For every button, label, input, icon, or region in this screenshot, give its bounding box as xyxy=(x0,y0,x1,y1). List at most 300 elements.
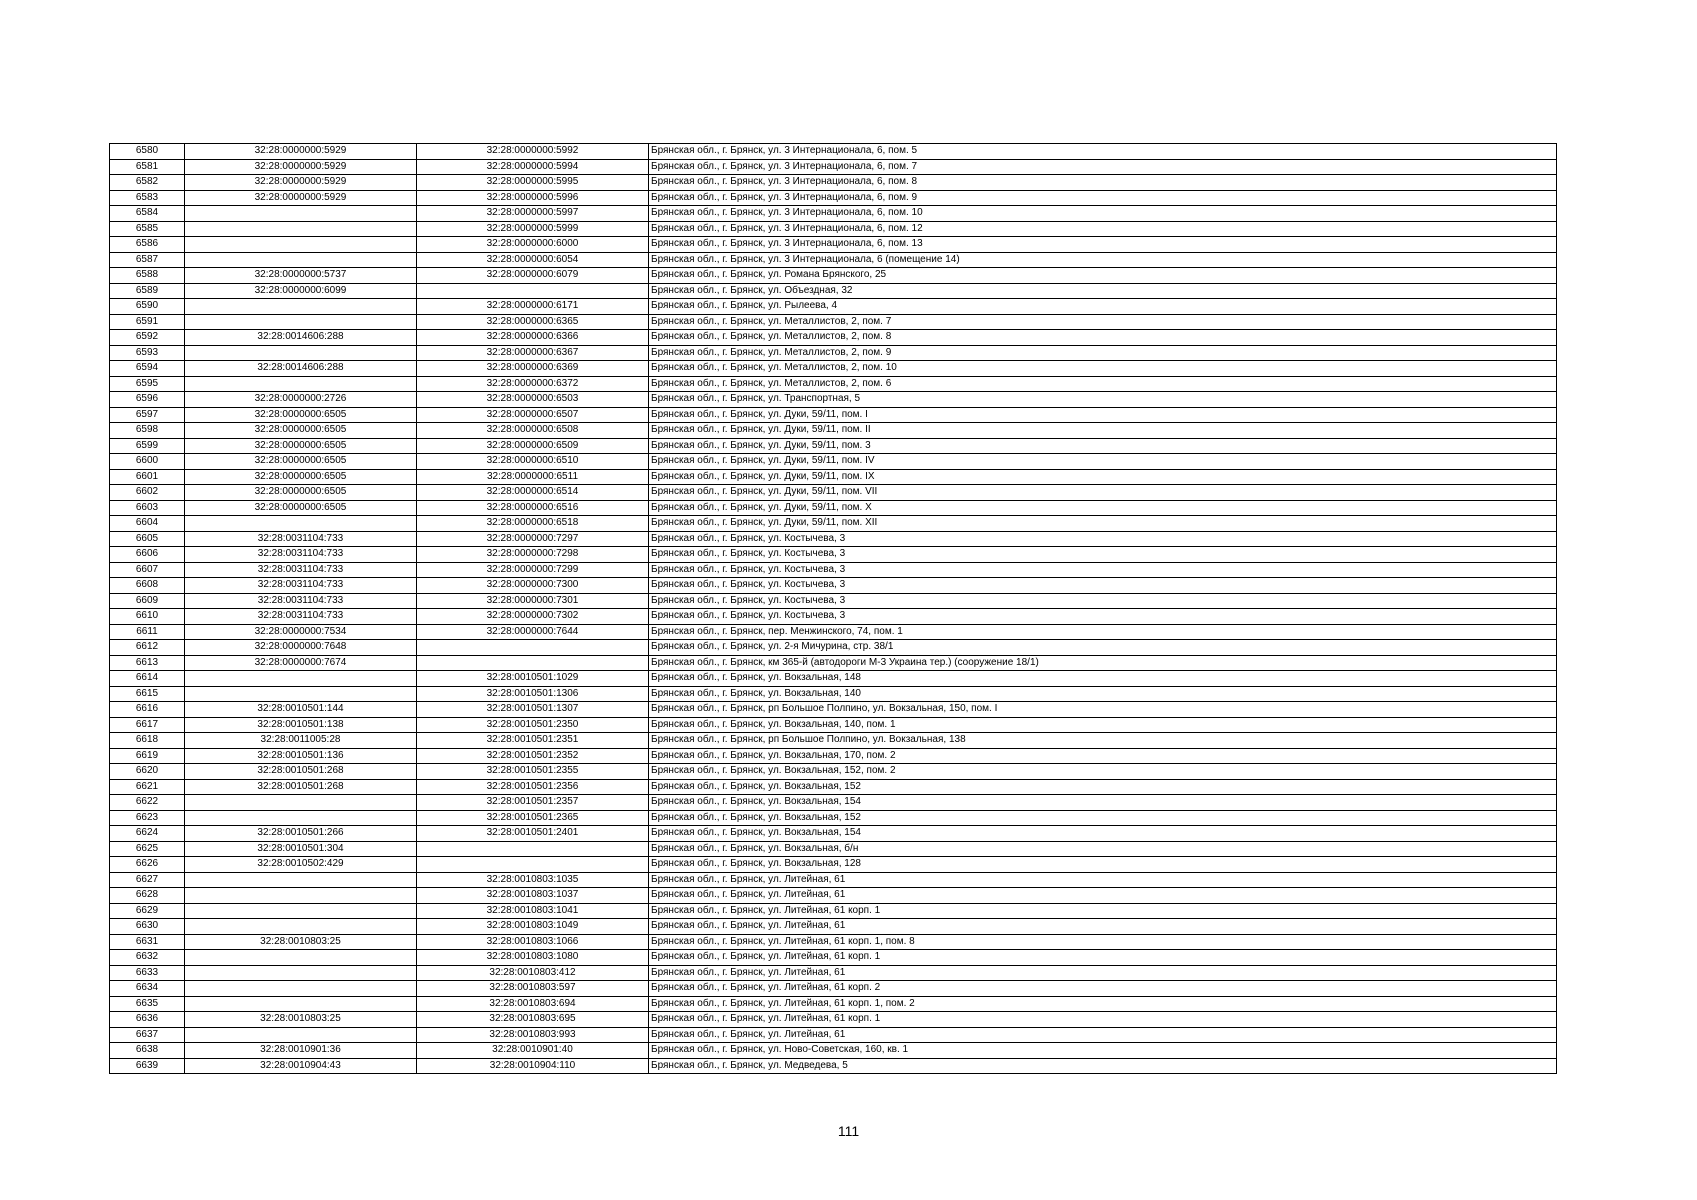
cadastral-number-cell: 32:28:0000000:6508 xyxy=(417,423,649,439)
cadastral-number-cell: 32:28:0010803:695 xyxy=(417,1012,649,1028)
parent-cadastral-number-cell xyxy=(185,1027,417,1043)
row-number-cell: 6581 xyxy=(110,159,185,175)
parent-cadastral-number-cell xyxy=(185,516,417,532)
cadastral-number-cell: 32:28:0010501:2401 xyxy=(417,826,649,842)
row-number-cell: 6602 xyxy=(110,485,185,501)
parent-cadastral-number-cell xyxy=(185,299,417,315)
parent-cadastral-number-cell: 32:28:0000000:2726 xyxy=(185,392,417,408)
cadastral-number-cell: 32:28:0010803:694 xyxy=(417,996,649,1012)
table-row xyxy=(110,221,1557,237)
cadastral-number-cell: 32:28:0000000:6366 xyxy=(417,330,649,346)
table-row xyxy=(110,965,1557,981)
row-number-cell: 6594 xyxy=(110,361,185,377)
address-cell: Брянская обл., г. Брянск, ул. Вокзальная, б/н xyxy=(649,841,1557,857)
table-row xyxy=(110,981,1557,997)
address-cell: Брянская обл., г. Брянск, ул. Транспортная, 5 xyxy=(649,392,1557,408)
address-cell: Брянская обл., г. Брянск, ул. Костычева, 3 xyxy=(649,593,1557,609)
cadastral-number-cell: 32:28:0010501:2356 xyxy=(417,779,649,795)
parent-cadastral-number-cell: 32:28:0000000:6505 xyxy=(185,500,417,516)
parent-cadastral-number-cell: 32:28:0010904:43 xyxy=(185,1058,417,1074)
cadastral-number-cell: 32:28:0000000:6503 xyxy=(417,392,649,408)
row-number-cell: 6605 xyxy=(110,531,185,547)
row-number-cell: 6585 xyxy=(110,221,185,237)
table-row xyxy=(110,1027,1557,1043)
parent-cadastral-number-cell xyxy=(185,795,417,811)
table-row xyxy=(110,671,1557,687)
address-cell: Брянская обл., г. Брянск, ул. Металлистов, 2, пом. 6 xyxy=(649,376,1557,392)
row-number-cell: 6635 xyxy=(110,996,185,1012)
row-number-cell: 6590 xyxy=(110,299,185,315)
address-cell: Брянская обл., г. Брянск, ул. Костычева, 3 xyxy=(649,547,1557,563)
parent-cadastral-number-cell xyxy=(185,221,417,237)
table-row xyxy=(110,283,1557,299)
parent-cadastral-number-cell: 32:28:0010501:144 xyxy=(185,702,417,718)
table-row xyxy=(110,624,1557,640)
row-number-cell: 6592 xyxy=(110,330,185,346)
cadastral-number-cell: 32:28:0000000:5995 xyxy=(417,175,649,191)
row-number-cell: 6607 xyxy=(110,562,185,578)
parent-cadastral-number-cell: 32:28:0011005:28 xyxy=(185,733,417,749)
address-cell: Брянская обл., г. Брянск, ул. Литейная, 61 xyxy=(649,919,1557,935)
cadastral-number-cell: 32:28:0000000:7302 xyxy=(417,609,649,625)
address-cell: Брянская обл., г. Брянск, ул. 2-я Мичурина, стр. 38/1 xyxy=(649,640,1557,656)
row-number-cell: 6591 xyxy=(110,314,185,330)
address-cell: Брянская обл., г. Брянск, ул. Вокзальная, 140 xyxy=(649,686,1557,702)
cadastral-number-cell: 32:28:0010803:1066 xyxy=(417,934,649,950)
address-cell: Брянская обл., г. Брянск, ул. 3 Интернационала, 6, пом. 13 xyxy=(649,237,1557,253)
table-row xyxy=(110,469,1557,485)
row-number-cell: 6637 xyxy=(110,1027,185,1043)
cadastral-number-cell: 32:28:0010501:2357 xyxy=(417,795,649,811)
row-number-cell: 6601 xyxy=(110,469,185,485)
cadastral-number-cell: 32:28:0010803:1041 xyxy=(417,903,649,919)
cadastral-number-cell: 32:28:0000000:6365 xyxy=(417,314,649,330)
row-number-cell: 6619 xyxy=(110,748,185,764)
address-cell: Брянская обл., г. Брянск, ул. Костычева, 3 xyxy=(649,578,1557,594)
address-cell: Брянская обл., г. Брянск, ул. Костычева, 3 xyxy=(649,562,1557,578)
cadastral-number-cell: 32:28:0000000:6507 xyxy=(417,407,649,423)
row-number-cell: 6606 xyxy=(110,547,185,563)
parent-cadastral-number-cell xyxy=(185,996,417,1012)
row-number-cell: 6617 xyxy=(110,717,185,733)
cadastral-number-cell: 32:28:0000000:6079 xyxy=(417,268,649,284)
parent-cadastral-number-cell: 32:28:0000000:6505 xyxy=(185,438,417,454)
row-number-cell: 6628 xyxy=(110,888,185,904)
parent-cadastral-number-cell: 32:28:0000000:7534 xyxy=(185,624,417,640)
table-row xyxy=(110,500,1557,516)
parent-cadastral-number-cell: 32:28:0000000:6505 xyxy=(185,469,417,485)
row-number-cell: 6611 xyxy=(110,624,185,640)
address-cell: Брянская обл., г. Брянск, ул. 3 Интернационала, 6, пом. 9 xyxy=(649,190,1557,206)
row-number-cell: 6600 xyxy=(110,454,185,470)
cadastral-number-cell: 32:28:0000000:5996 xyxy=(417,190,649,206)
row-number-cell: 6616 xyxy=(110,702,185,718)
row-number-cell: 6593 xyxy=(110,345,185,361)
table-row xyxy=(110,345,1557,361)
address-cell: Брянская обл., г. Брянск, ул. Вокзальная, 152 xyxy=(649,810,1557,826)
property-table-body xyxy=(110,144,1557,1074)
address-cell: Брянская обл., г. Брянск, ул. Костычева, 3 xyxy=(649,531,1557,547)
row-number-cell: 6624 xyxy=(110,826,185,842)
table-row xyxy=(110,547,1557,563)
parent-cadastral-number-cell: 32:28:0014606:288 xyxy=(185,361,417,377)
parent-cadastral-number-cell xyxy=(185,314,417,330)
parent-cadastral-number-cell: 32:28:0010502:429 xyxy=(185,857,417,873)
parent-cadastral-number-cell: 32:28:0000000:6505 xyxy=(185,423,417,439)
table-row xyxy=(110,376,1557,392)
address-cell: Брянская обл., г. Брянск, ул. Дуки, 59/11, пом. IV xyxy=(649,454,1557,470)
parent-cadastral-number-cell: 32:28:0014606:288 xyxy=(185,330,417,346)
parent-cadastral-number-cell: 32:28:0000000:5929 xyxy=(185,144,417,160)
table-row xyxy=(110,857,1557,873)
cadastral-number-cell: 32:28:0000000:5992 xyxy=(417,144,649,160)
table-row xyxy=(110,190,1557,206)
cadastral-number-cell: 32:28:0010803:1080 xyxy=(417,950,649,966)
table-row xyxy=(110,531,1557,547)
parent-cadastral-number-cell: 32:28:0031104:733 xyxy=(185,578,417,594)
parent-cadastral-number-cell xyxy=(185,950,417,966)
row-number-cell: 6582 xyxy=(110,175,185,191)
table-row xyxy=(110,330,1557,346)
cadastral-number-cell: 32:28:0000000:6516 xyxy=(417,500,649,516)
table-row xyxy=(110,252,1557,268)
table-row xyxy=(110,237,1557,253)
row-number-cell: 6625 xyxy=(110,841,185,857)
address-cell: Брянская обл., г. Брянск, ул. Вокзальная, 152, пом. 2 xyxy=(649,764,1557,780)
parent-cadastral-number-cell xyxy=(185,252,417,268)
parent-cadastral-number-cell: 32:28:0031104:733 xyxy=(185,609,417,625)
address-cell: Брянская обл., г. Брянск, ул. 3 Интернационала, 6, пом. 12 xyxy=(649,221,1557,237)
table-row xyxy=(110,454,1557,470)
parent-cadastral-number-cell: 32:28:0031104:733 xyxy=(185,531,417,547)
parent-cadastral-number-cell: 32:28:0010501:268 xyxy=(185,779,417,795)
table-row xyxy=(110,934,1557,950)
cadastral-number-cell: 32:28:0000000:6510 xyxy=(417,454,649,470)
row-number-cell: 6639 xyxy=(110,1058,185,1074)
address-cell: Брянская обл., г. Брянск, ул. Вокзальная, 128 xyxy=(649,857,1557,873)
cadastral-number-cell: 32:28:0010803:412 xyxy=(417,965,649,981)
address-cell: Брянская обл., г. Брянск, ул. Металлистов, 2, пом. 9 xyxy=(649,345,1557,361)
row-number-cell: 6583 xyxy=(110,190,185,206)
table-row xyxy=(110,810,1557,826)
cadastral-number-cell: 32:28:0000000:6000 xyxy=(417,237,649,253)
table-row xyxy=(110,996,1557,1012)
row-number-cell: 6608 xyxy=(110,578,185,594)
address-cell: Брянская обл., г. Брянск, ул. Литейная, 61 корп. 2 xyxy=(649,981,1557,997)
table-row xyxy=(110,438,1557,454)
table-row xyxy=(110,888,1557,904)
row-number-cell: 6615 xyxy=(110,686,185,702)
address-cell: Брянская обл., г. Брянск, ул. Литейная, 61 корп. 1, пом. 8 xyxy=(649,934,1557,950)
row-number-cell: 6618 xyxy=(110,733,185,749)
address-cell: Брянская обл., г. Брянск, ул. Вокзальная, 148 xyxy=(649,671,1557,687)
row-number-cell: 6621 xyxy=(110,779,185,795)
row-number-cell: 6630 xyxy=(110,919,185,935)
parent-cadastral-number-cell xyxy=(185,872,417,888)
row-number-cell: 6596 xyxy=(110,392,185,408)
cadastral-number-cell: 32:28:0000000:7298 xyxy=(417,547,649,563)
parent-cadastral-number-cell: 32:28:0010501:138 xyxy=(185,717,417,733)
table-row xyxy=(110,392,1557,408)
cadastral-number-cell: 32:28:0010501:2365 xyxy=(417,810,649,826)
address-cell: Брянская обл., г. Брянск, ул. Дуки, 59/11, пом. X xyxy=(649,500,1557,516)
address-cell: Брянская обл., г. Брянск, ул. Медведева, 5 xyxy=(649,1058,1557,1074)
parent-cadastral-number-cell: 32:28:0000000:5737 xyxy=(185,268,417,284)
address-cell: Брянская обл., г. Брянск, ул. Дуки, 59/11, пом. IX xyxy=(649,469,1557,485)
address-cell: Брянская обл., г. Брянск, ул. Вокзальная, 140, пом. 1 xyxy=(649,717,1557,733)
table-row xyxy=(110,516,1557,532)
table-row xyxy=(110,175,1557,191)
address-cell: Брянская обл., г. Брянск, ул. Металлистов, 2, пом. 8 xyxy=(649,330,1557,346)
address-cell: Брянская обл., г. Брянск, ул. Рылеева, 4 xyxy=(649,299,1557,315)
address-cell: Брянская обл., г. Брянск, ул. Дуки, 59/11, пом. 3 xyxy=(649,438,1557,454)
cadastral-number-cell: 32:28:0000000:7644 xyxy=(417,624,649,640)
row-number-cell: 6587 xyxy=(110,252,185,268)
row-number-cell: 6622 xyxy=(110,795,185,811)
row-number-cell: 6636 xyxy=(110,1012,185,1028)
address-cell: Брянская обл., г. Брянск, ул. Романа Брянского, 25 xyxy=(649,268,1557,284)
row-number-cell: 6595 xyxy=(110,376,185,392)
address-cell: Брянская обл., г. Брянск, ул. Костычева, 3 xyxy=(649,609,1557,625)
address-cell: Брянская обл., г. Брянск, ул. Объездная, 32 xyxy=(649,283,1557,299)
table-row xyxy=(110,268,1557,284)
cadastral-number-cell: 32:28:0010501:1307 xyxy=(417,702,649,718)
parent-cadastral-number-cell: 32:28:0010501:136 xyxy=(185,748,417,764)
address-cell: Брянская обл., г. Брянск, ул. Дуки, 59/11, пом. XII xyxy=(649,516,1557,532)
address-cell: Брянская обл., г. Брянск, ул. Металлистов, 2, пом. 10 xyxy=(649,361,1557,377)
table-row xyxy=(110,779,1557,795)
parent-cadastral-number-cell xyxy=(185,686,417,702)
address-cell: Брянская обл., г. Брянск, ул. Литейная, 61 xyxy=(649,872,1557,888)
parent-cadastral-number-cell: 32:28:0000000:7674 xyxy=(185,655,417,671)
parent-cadastral-number-cell: 32:28:0000000:5929 xyxy=(185,159,417,175)
cadastral-number-cell: 32:28:0010904:110 xyxy=(417,1058,649,1074)
cadastral-number-cell: 32:28:0000000:6514 xyxy=(417,485,649,501)
parent-cadastral-number-cell xyxy=(185,345,417,361)
cadastral-number-cell: 32:28:0010501:2355 xyxy=(417,764,649,780)
address-cell: Брянская обл., г. Брянск, ул. Дуки, 59/11, пом. II xyxy=(649,423,1557,439)
address-cell: Брянская обл., г. Брянск, ул. Литейная, 61 xyxy=(649,888,1557,904)
cadastral-number-cell: 32:28:0000000:6171 xyxy=(417,299,649,315)
row-number-cell: 6633 xyxy=(110,965,185,981)
address-cell: Брянская обл., г. Брянск, ул. 3 Интернационала, 6, пом. 8 xyxy=(649,175,1557,191)
cadastral-number-cell: 32:28:0000000:5997 xyxy=(417,206,649,222)
table-row xyxy=(110,485,1557,501)
address-cell: Брянская обл., г. Брянск, ул. 3 Интернационала, 6, пом. 7 xyxy=(649,159,1557,175)
cadastral-number-cell xyxy=(417,841,649,857)
page-number: 111 xyxy=(837,1123,860,1139)
row-number-cell: 6599 xyxy=(110,438,185,454)
table-row xyxy=(110,1012,1557,1028)
table-row xyxy=(110,206,1557,222)
cadastral-number-cell: 32:28:0000000:6372 xyxy=(417,376,649,392)
cadastral-number-cell: 32:28:0010803:1037 xyxy=(417,888,649,904)
row-number-cell: 6627 xyxy=(110,872,185,888)
cadastral-number-cell: 32:28:0000000:7300 xyxy=(417,578,649,594)
cadastral-number-cell: 32:28:0000000:6054 xyxy=(417,252,649,268)
parent-cadastral-number-cell: 32:28:0000000:5929 xyxy=(185,190,417,206)
table-row xyxy=(110,609,1557,625)
parent-cadastral-number-cell xyxy=(185,206,417,222)
table-row xyxy=(110,950,1557,966)
table-row xyxy=(110,903,1557,919)
parent-cadastral-number-cell xyxy=(185,903,417,919)
parent-cadastral-number-cell: 32:28:0010501:266 xyxy=(185,826,417,842)
parent-cadastral-number-cell: 32:28:0010501:268 xyxy=(185,764,417,780)
address-cell: Брянская обл., г. Брянск, ул. Литейная, 61 корп. 1, пом. 2 xyxy=(649,996,1557,1012)
table-row xyxy=(110,423,1557,439)
table-row xyxy=(110,361,1557,377)
address-cell: Брянская обл., г. Брянск, ул. Дуки, 59/11, пом. VII xyxy=(649,485,1557,501)
row-number-cell: 6584 xyxy=(110,206,185,222)
parent-cadastral-number-cell: 32:28:0000000:6505 xyxy=(185,454,417,470)
table-row xyxy=(110,314,1557,330)
cadastral-number-cell: 32:28:0010501:2350 xyxy=(417,717,649,733)
table-row xyxy=(110,733,1557,749)
table-row xyxy=(110,562,1557,578)
cadastral-number-cell xyxy=(417,283,649,299)
table-row xyxy=(110,159,1557,175)
parent-cadastral-number-cell xyxy=(185,888,417,904)
parent-cadastral-number-cell xyxy=(185,810,417,826)
address-cell: Брянская обл., г. Брянск, ул. Ново-Советская, 160, кв. 1 xyxy=(649,1043,1557,1059)
parent-cadastral-number-cell: 32:28:0031104:733 xyxy=(185,593,417,609)
cadastral-number-cell: 32:28:0000000:6367 xyxy=(417,345,649,361)
cadastral-number-cell: 32:28:0000000:5994 xyxy=(417,159,649,175)
table-row xyxy=(110,686,1557,702)
cadastral-number-cell: 32:28:0000000:7297 xyxy=(417,531,649,547)
address-cell: Брянская обл., г. Брянск, ул. Вокзальная, 170, пом. 2 xyxy=(649,748,1557,764)
cadastral-number-cell: 32:28:0000000:7299 xyxy=(417,562,649,578)
address-cell: Брянская обл., г. Брянск, км 365-й (автодороги М-3 Украина тер.) (сооружение 18/1) xyxy=(649,655,1557,671)
parent-cadastral-number-cell xyxy=(185,919,417,935)
address-cell: Брянская обл., г. Брянск, ул. Литейная, 61 xyxy=(649,965,1557,981)
row-number-cell: 6603 xyxy=(110,500,185,516)
table-row xyxy=(110,919,1557,935)
address-cell: Брянская обл., г. Брянск, рп Большое Полпино, ул. Вокзальная, 150, пом. I xyxy=(649,702,1557,718)
row-number-cell: 6609 xyxy=(110,593,185,609)
address-cell: Брянская обл., г. Брянск, ул. Литейная, 61 корп. 1 xyxy=(649,1012,1557,1028)
row-number-cell: 6598 xyxy=(110,423,185,439)
address-cell: Брянская обл., г. Брянск, рп Большое Полпино, ул. Вокзальная, 138 xyxy=(649,733,1557,749)
table-row xyxy=(110,1058,1557,1074)
row-number-cell: 6632 xyxy=(110,950,185,966)
row-number-cell: 6613 xyxy=(110,655,185,671)
row-number-cell: 6614 xyxy=(110,671,185,687)
table-row xyxy=(110,702,1557,718)
cadastral-number-cell: 32:28:0010803:993 xyxy=(417,1027,649,1043)
parent-cadastral-number-cell: 32:28:0031104:733 xyxy=(185,562,417,578)
cadastral-number-cell: 32:28:0000000:7301 xyxy=(417,593,649,609)
table-row xyxy=(110,407,1557,423)
address-cell: Брянская обл., г. Брянск, ул. Вокзальная, 152 xyxy=(649,779,1557,795)
parent-cadastral-number-cell: 32:28:0010501:304 xyxy=(185,841,417,857)
row-number-cell: 6604 xyxy=(110,516,185,532)
row-number-cell: 6620 xyxy=(110,764,185,780)
cadastral-number-cell xyxy=(417,857,649,873)
table-row xyxy=(110,764,1557,780)
address-cell: Брянская обл., г. Брянск, ул. Литейная, 61 корп. 1 xyxy=(649,903,1557,919)
address-cell: Брянская обл., г. Брянск, ул. Металлистов, 2, пом. 7 xyxy=(649,314,1557,330)
row-number-cell: 6586 xyxy=(110,237,185,253)
table-row xyxy=(110,640,1557,656)
row-number-cell: 6580 xyxy=(110,144,185,160)
table-row xyxy=(110,748,1557,764)
parent-cadastral-number-cell xyxy=(185,237,417,253)
row-number-cell: 6597 xyxy=(110,407,185,423)
row-number-cell: 6610 xyxy=(110,609,185,625)
table-row xyxy=(110,578,1557,594)
cadastral-number-cell: 32:28:0010501:1029 xyxy=(417,671,649,687)
address-cell: Брянская обл., г. Брянск, ул. Вокзальная, 154 xyxy=(649,826,1557,842)
table-row xyxy=(110,872,1557,888)
address-cell: Брянская обл., г. Брянск, ул. Литейная, 61 xyxy=(649,1027,1557,1043)
parent-cadastral-number-cell xyxy=(185,671,417,687)
parent-cadastral-number-cell: 32:28:0031104:733 xyxy=(185,547,417,563)
row-number-cell: 6638 xyxy=(110,1043,185,1059)
address-cell: Брянская обл., г. Брянск, ул. 3 Интернационала, 6 (помещение 14) xyxy=(649,252,1557,268)
row-number-cell: 6629 xyxy=(110,903,185,919)
cadastral-number-cell xyxy=(417,640,649,656)
table-row xyxy=(110,717,1557,733)
cadastral-number-cell: 32:28:0010501:1306 xyxy=(417,686,649,702)
address-cell: Брянская обл., г. Брянск, ул. 3 Интернационала, 6, пом. 5 xyxy=(649,144,1557,160)
cadastral-number-cell: 32:28:0000000:5999 xyxy=(417,221,649,237)
cadastral-number-cell xyxy=(417,655,649,671)
cadastral-number-cell: 32:28:0010803:597 xyxy=(417,981,649,997)
parent-cadastral-number-cell xyxy=(185,376,417,392)
row-number-cell: 6589 xyxy=(110,283,185,299)
parent-cadastral-number-cell: 32:28:0000000:6099 xyxy=(185,283,417,299)
table-row xyxy=(110,841,1557,857)
cadastral-number-cell: 32:28:0010901:40 xyxy=(417,1043,649,1059)
cadastral-number-cell: 32:28:0010501:2352 xyxy=(417,748,649,764)
parent-cadastral-number-cell xyxy=(185,965,417,981)
row-number-cell: 6588 xyxy=(110,268,185,284)
parent-cadastral-number-cell: 32:28:0010803:25 xyxy=(185,1012,417,1028)
parent-cadastral-number-cell: 32:28:0000000:6505 xyxy=(185,485,417,501)
parent-cadastral-number-cell: 32:28:0000000:6505 xyxy=(185,407,417,423)
cadastral-number-cell: 32:28:0000000:6369 xyxy=(417,361,649,377)
row-number-cell: 6631 xyxy=(110,934,185,950)
table-row xyxy=(110,655,1557,671)
row-number-cell: 6623 xyxy=(110,810,185,826)
parent-cadastral-number-cell: 32:28:0000000:5929 xyxy=(185,175,417,191)
table-row xyxy=(110,795,1557,811)
cadastral-number-cell: 32:28:0000000:6518 xyxy=(417,516,649,532)
table-row xyxy=(110,1043,1557,1059)
table-row xyxy=(110,826,1557,842)
parent-cadastral-number-cell: 32:28:0000000:7648 xyxy=(185,640,417,656)
row-number-cell: 6612 xyxy=(110,640,185,656)
table-row xyxy=(110,299,1557,315)
address-cell: Брянская обл., г. Брянск, ул. Литейная, 61 корп. 1 xyxy=(649,950,1557,966)
cadastral-number-cell: 32:28:0010501:2351 xyxy=(417,733,649,749)
address-cell: Брянская обл., г. Брянск, ул. Вокзальная, 154 xyxy=(649,795,1557,811)
table-row xyxy=(110,144,1557,160)
row-number-cell: 6634 xyxy=(110,981,185,997)
row-number-cell: 6626 xyxy=(110,857,185,873)
cadastral-number-cell: 32:28:0000000:6509 xyxy=(417,438,649,454)
cadastral-number-cell: 32:28:0010803:1035 xyxy=(417,872,649,888)
parent-cadastral-number-cell: 32:28:0010901:36 xyxy=(185,1043,417,1059)
address-cell: Брянская обл., г. Брянск, ул. 3 Интернационала, 6, пом. 10 xyxy=(649,206,1557,222)
table-row xyxy=(110,593,1557,609)
parent-cadastral-number-cell xyxy=(185,981,417,997)
address-cell: Брянская обл., г. Брянск, пер. Менжинского, 74, пом. 1 xyxy=(649,624,1557,640)
address-cell: Брянская обл., г. Брянск, ул. Дуки, 59/11, пом. I xyxy=(649,407,1557,423)
cadastral-number-cell: 32:28:0000000:6511 xyxy=(417,469,649,485)
